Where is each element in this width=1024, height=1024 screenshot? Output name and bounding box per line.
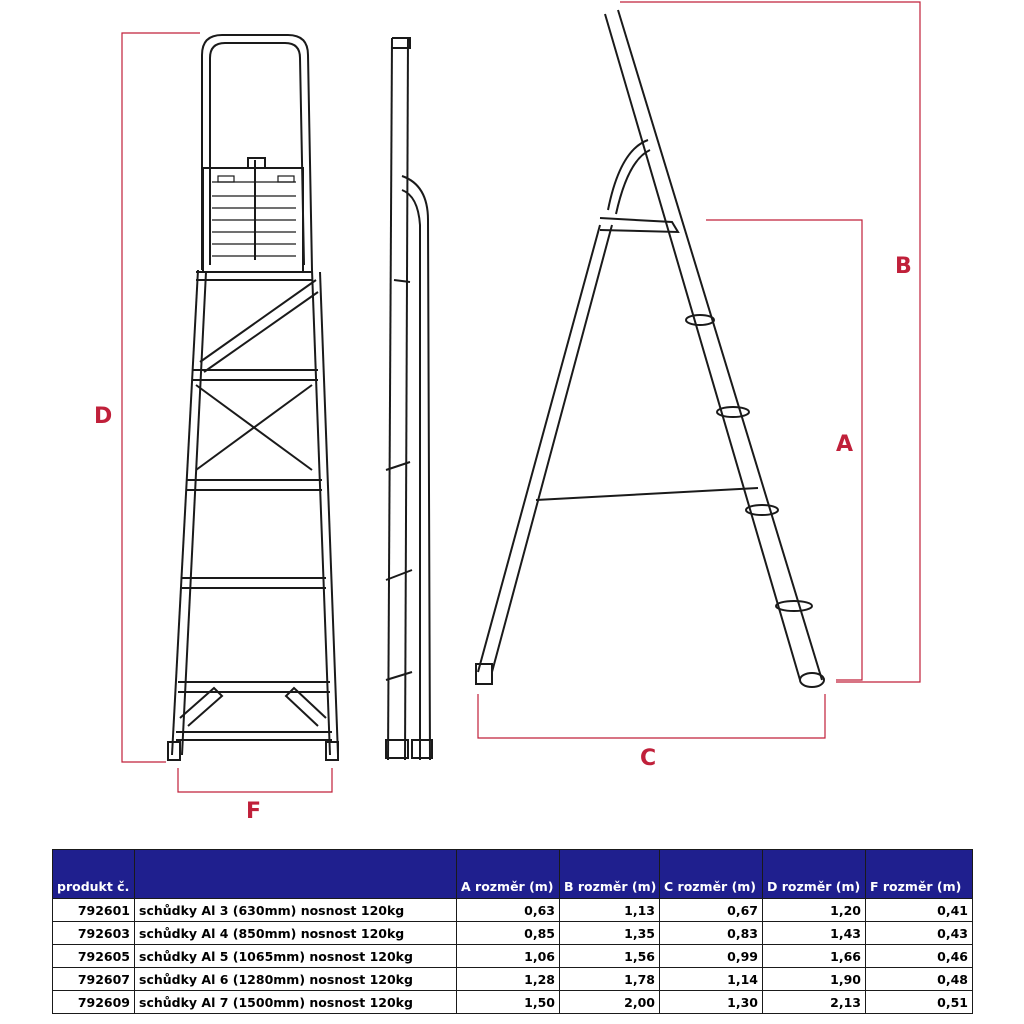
dim-label-c: C <box>640 746 657 771</box>
f-value: 0,48 <box>866 968 973 991</box>
c-value: 1,30 <box>660 991 763 1014</box>
product-description: schůdky Al 5 (1065mm) nosnost 120kg <box>135 945 457 968</box>
c-value: 0,67 <box>660 899 763 922</box>
folded-view <box>386 38 432 760</box>
dimension-lines <box>122 2 920 792</box>
product-description: schůdky Al 7 (1500mm) nosnost 120kg <box>135 991 457 1014</box>
a-value: 0,63 <box>457 899 560 922</box>
d-value: 2,13 <box>763 991 866 1014</box>
product-code: 792607 <box>53 968 135 991</box>
a-value: 1,50 <box>457 991 560 1014</box>
dim-label-d: D <box>94 404 113 429</box>
product-code: 792609 <box>53 991 135 1014</box>
product-code: 792605 <box>53 945 135 968</box>
b-value: 1,78 <box>560 968 660 991</box>
table-row <box>53 922 973 945</box>
header-d-dimension: D rozměr (m) <box>763 850 866 899</box>
c-value: 1,14 <box>660 968 763 991</box>
d-value: 1,90 <box>763 968 866 991</box>
dim-label-f: F <box>246 799 262 824</box>
header-f-dimension: F rozměr (m) <box>866 850 973 899</box>
product-code: 792601 <box>53 899 135 922</box>
header-description <box>135 850 457 899</box>
b-value: 1,56 <box>560 945 660 968</box>
dim-label-b: B <box>895 254 912 279</box>
a-value: 1,06 <box>457 945 560 968</box>
f-value: 0,51 <box>866 991 973 1014</box>
front-view <box>168 35 338 760</box>
f-value: 0,46 <box>866 945 973 968</box>
table-row <box>53 968 973 991</box>
b-value: 2,00 <box>560 991 660 1014</box>
product-description: schůdky Al 4 (850mm) nosnost 120kg <box>135 922 457 945</box>
table-row <box>53 899 973 922</box>
f-value: 0,43 <box>866 922 973 945</box>
product-code: 792603 <box>53 922 135 945</box>
open-side-view <box>476 10 824 687</box>
spec-table <box>52 849 973 1014</box>
a-value: 0,85 <box>457 922 560 945</box>
header-product-code: produkt č. <box>53 850 135 899</box>
header-b-dimension: B rozměr (m) <box>560 850 660 899</box>
d-value: 1,20 <box>763 899 866 922</box>
b-value: 1,13 <box>560 899 660 922</box>
product-description: schůdky Al 3 (630mm) nosnost 120kg <box>135 899 457 922</box>
product-description: schůdky Al 6 (1280mm) nosnost 120kg <box>135 968 457 991</box>
header-c-dimension: C rozměr (m) <box>660 850 763 899</box>
d-value: 1,43 <box>763 922 866 945</box>
d-value: 1,66 <box>763 945 866 968</box>
table-row <box>53 991 973 1014</box>
header-a-dimension: A rozměr (m) <box>457 850 560 899</box>
table-row <box>53 945 973 968</box>
f-value: 0,41 <box>866 899 973 922</box>
table-header-row <box>53 850 973 899</box>
c-value: 0,99 <box>660 945 763 968</box>
b-value: 1,35 <box>560 922 660 945</box>
a-value: 1,28 <box>457 968 560 991</box>
dim-label-a: A <box>836 432 854 457</box>
c-value: 0,83 <box>660 922 763 945</box>
